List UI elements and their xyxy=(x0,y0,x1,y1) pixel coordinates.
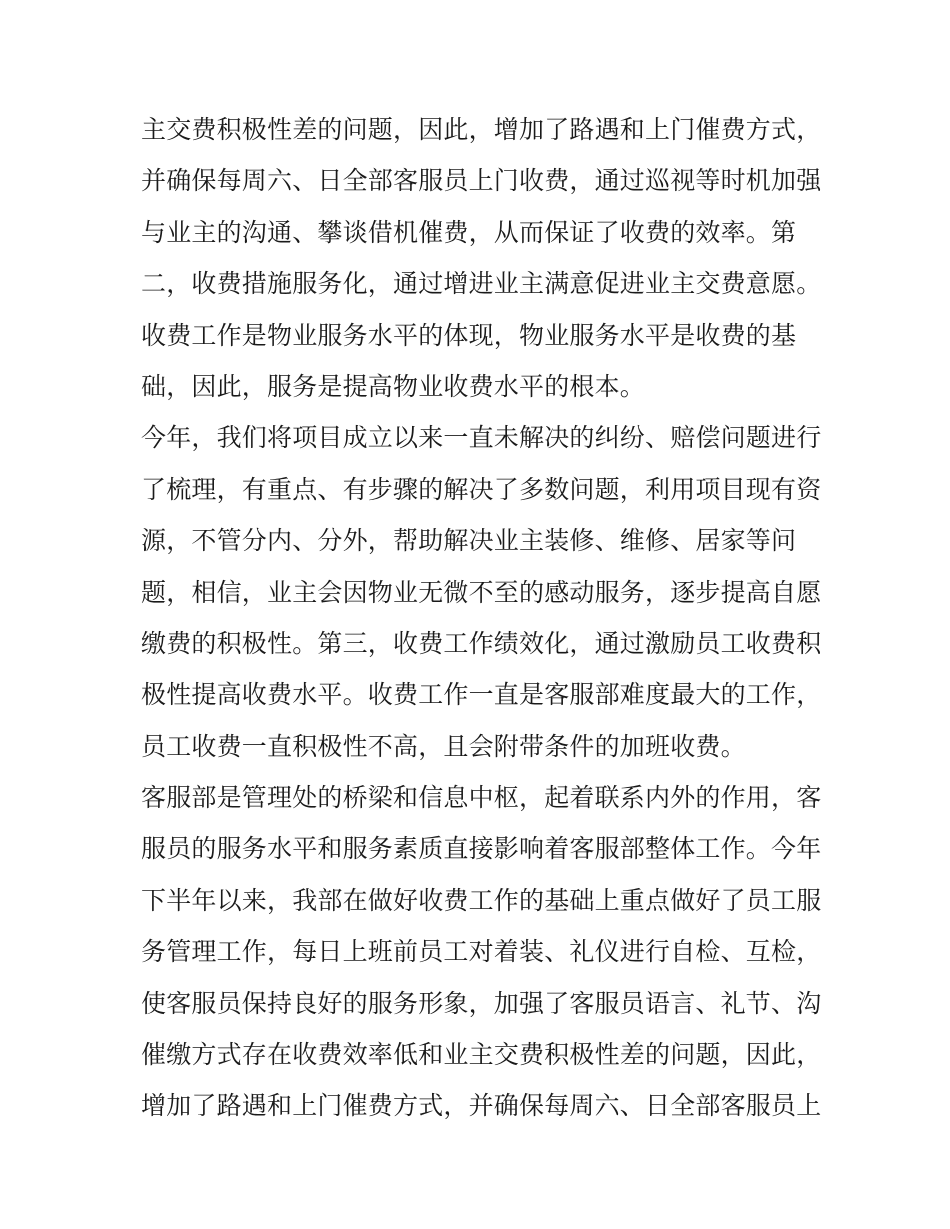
text-line: 增加了路遇和上门催费方式，并确保每周六、日全部客服员上 xyxy=(141,1091,822,1121)
text-line: 了梳理，有重点、有步骤的解决了多数问题，利用项目现有资 xyxy=(141,474,822,504)
text-line: 使客服员保持良好的服务形象，加强了客服员语言、礼节、沟 xyxy=(141,988,822,1018)
text-line: 务管理工作，每日上班前员工对着装、礼仪进行自检、互检， xyxy=(141,937,822,967)
text-line: 收费工作是物业服务水平的体现，物业服务水平是收费的基 xyxy=(141,320,797,350)
text-line: 主交费积极性差的问题，因此，增加了路遇和上门催费方式， xyxy=(141,115,822,144)
text-line: 极性提高收费水平。收费工作一直是客服部难度最大的工作， xyxy=(141,680,822,710)
text-line: 缴费的积极性。第三，收费工作绩效化，通过激励员工收费积 xyxy=(141,628,822,658)
text-line: 下半年以来，我部在做好收费工作的基础上重点做好了员工服 xyxy=(141,885,822,915)
text-line: 础，因此，服务是提高物业收费水平的根本。 xyxy=(141,371,646,401)
text-line: 催缴方式存在收费效率低和业主交费积极性差的问题，因此， xyxy=(141,1040,822,1070)
text-line: 与业主的沟通、攀谈借机催费，从而保证了收费的效率。第 xyxy=(141,217,797,247)
text-line: 今年，我们将项目成立以来一直未解决的纠纷、赔偿问题进行 xyxy=(141,423,822,453)
text-line: 服员的服务水平和服务素质直接影响着客服部整体工作。今年 xyxy=(141,834,822,864)
text-line: 客服部是管理处的桥梁和信息中枢，起着联系内外的作用，客 xyxy=(141,783,822,813)
body-text xyxy=(141,104,821,1132)
text-line: 题，相信，业主会因物业无微不至的感动服务，逐步提高自愿 xyxy=(141,577,822,607)
text-line: 员工收费一直积极性不高，且会附带条件的加班收费。 xyxy=(141,731,746,761)
text-line: 二，收费措施服务化，通过增进业主满意促进业主交费意愿。 xyxy=(141,269,822,299)
text-line: 源，不管分内、分外，帮助解决业主装修、维修、居家等问 xyxy=(141,526,797,556)
text-line: 并确保每周六、日全部客服员上门收费，通过巡视等时机加强 xyxy=(141,166,822,196)
